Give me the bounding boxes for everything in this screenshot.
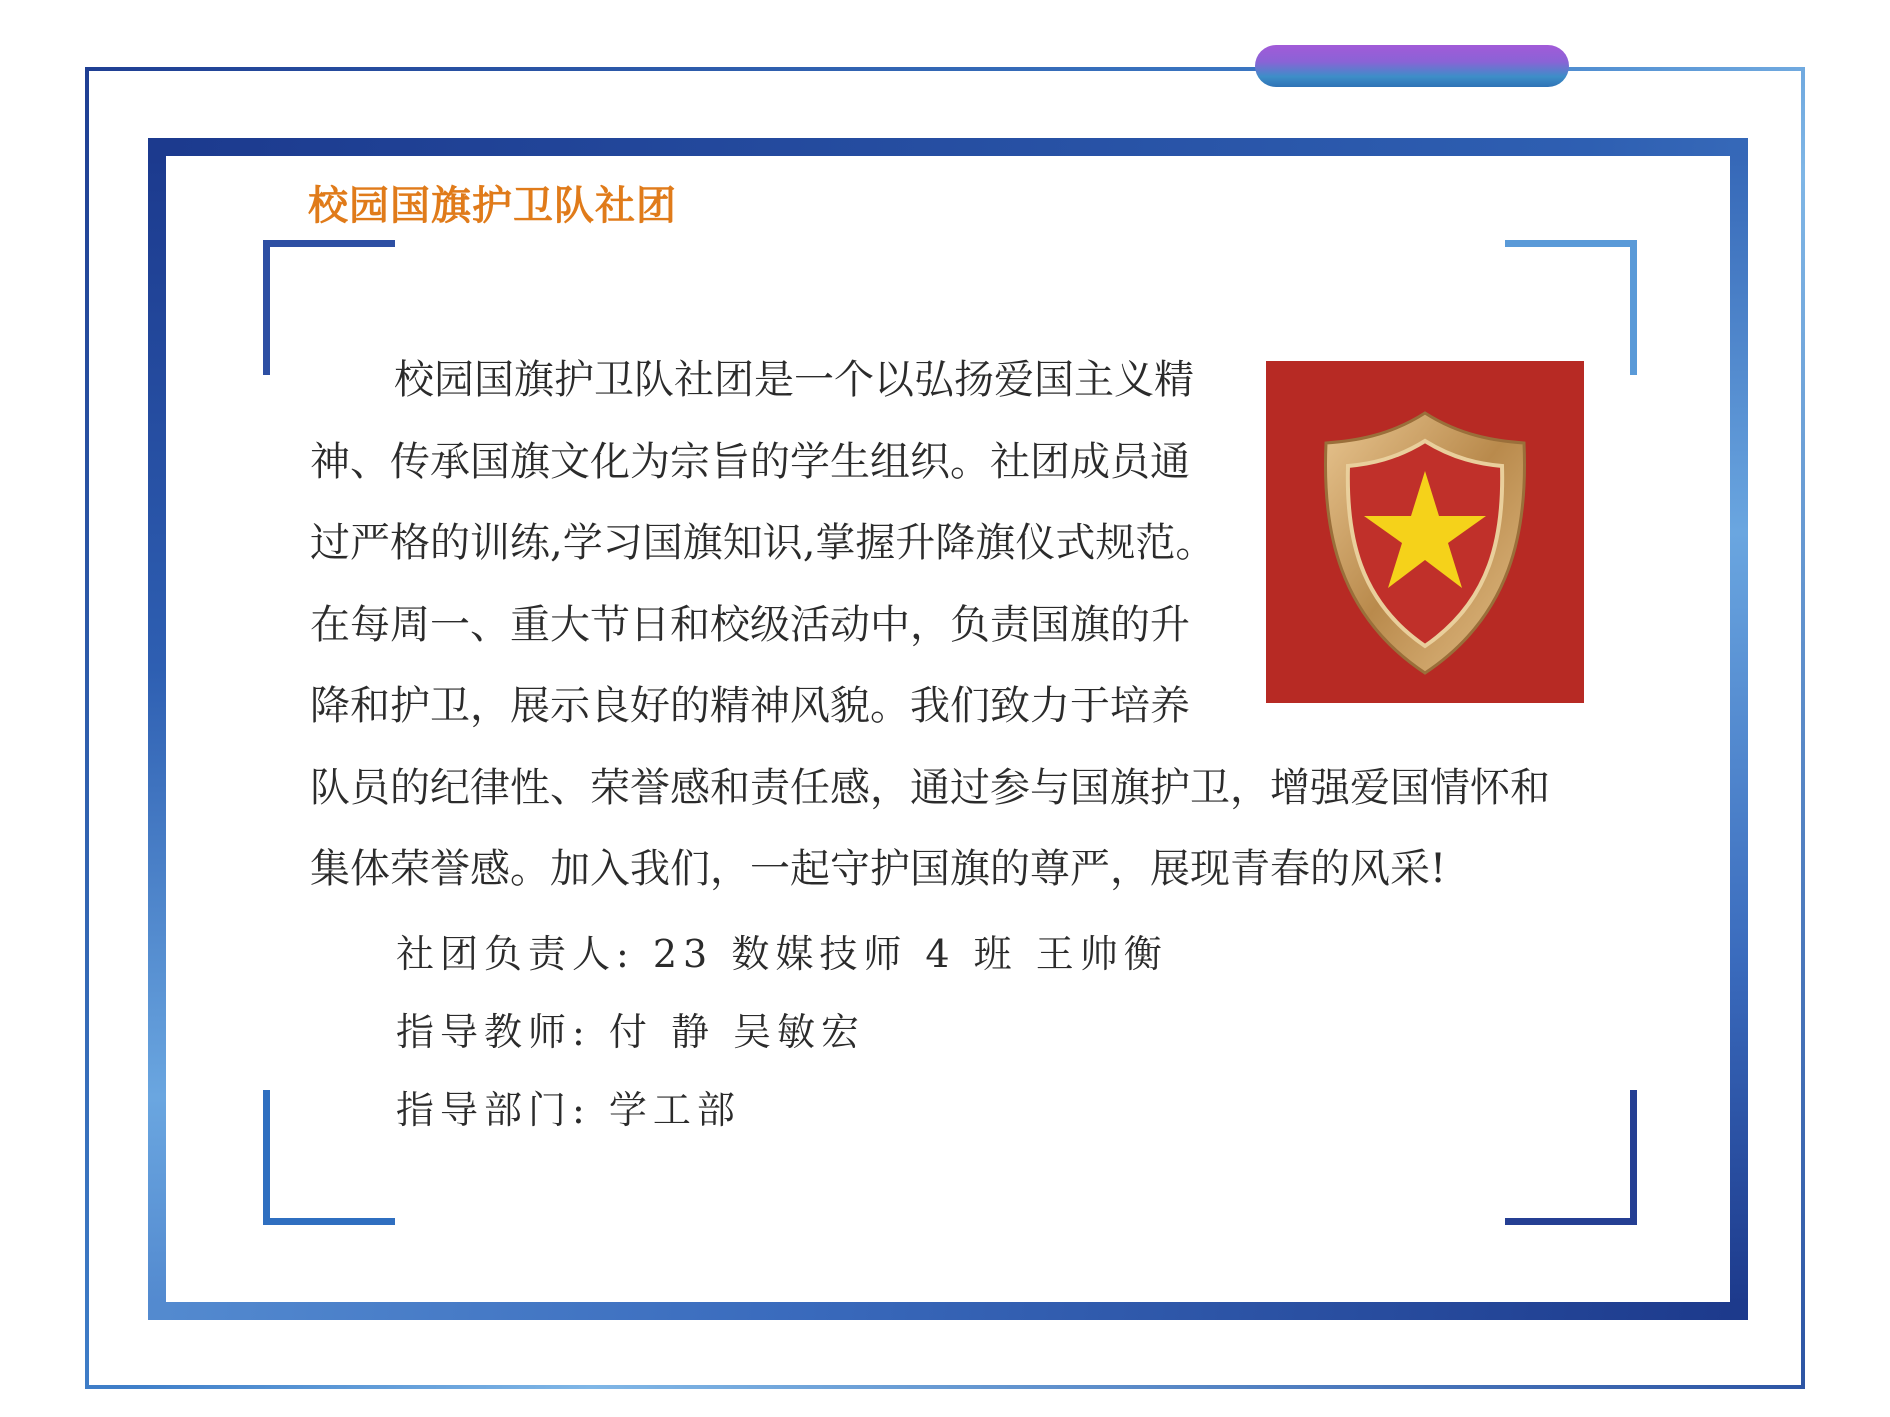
description-line: 集体荣誉感。加入我们，一起守护国旗的尊严，展现青春的风采! <box>310 846 1447 892</box>
corner-bracket-bottom-right <box>1505 1090 1637 1225</box>
advising-teachers: 指导教师: 付 静 吴敏宏 <box>396 1010 866 1054</box>
club-leader: 社团负责人: 23 数媒技师 4 班 王帅衡 <box>396 932 1168 976</box>
club-description <box>310 340 1590 911</box>
description-line: 队员的纪律性、荣誉感和责任感，通过参与国旗护卫，增强爱国情怀和 <box>310 764 1550 811</box>
description-line: 过严格的训练,学习国旗知识,掌握升降旗仪式规范。 <box>310 520 1216 566</box>
club-info <box>396 915 1168 1149</box>
description-line: 在每周一、重大节日和校级活动中，负责国旗的升 <box>310 601 1190 648</box>
advising-department: 指导部门: 学工部 <box>396 1088 741 1132</box>
description-line: 神、传承国旗文化为宗旨的学生组织。社团成员通 <box>310 438 1190 485</box>
decorative-pill <box>1255 45 1569 87</box>
corner-bracket-bottom-left <box>263 1090 395 1225</box>
description-line: 降和护卫，展示良好的精神风貌。我们致力于培养 <box>310 683 1190 729</box>
page-title: 校园国旗护卫队社团 <box>308 183 677 229</box>
description-line: 校园国旗护卫队社团是一个以弘扬爱国主义精 <box>394 357 1194 403</box>
